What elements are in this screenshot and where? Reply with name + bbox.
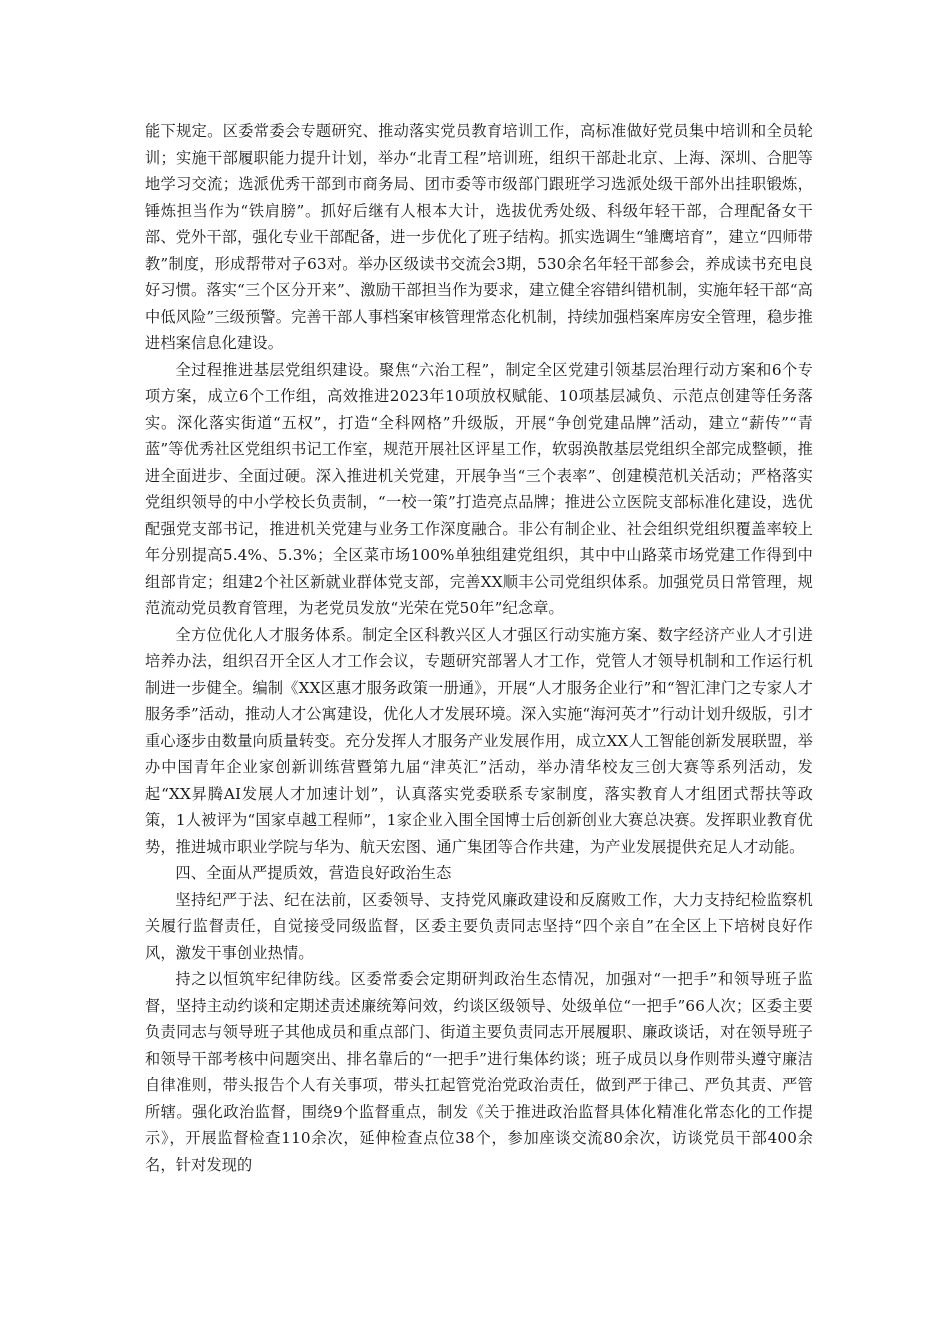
paragraph-talent-service: 全方位优化人才服务体系。制定全区科教兴区人才强区行动实施方案、数字经济产业人才引进培养办法，组织召开全区人才工作会议，专题研究部署人才工作，党管人才领导机制和工作运行机制进一步健全。编制《XX区惠才服务政策一册通》，开展“人才服务企业行”和“智汇津门之专家人才服务季”活动，推动人才公寓建设，优化人才发展环境。深入实施“海河英才”行动计划升级版，引才重心逐步由数量向质量转变。充分发挥人才服务产业发展作用，成立XX人工智能创新发展联盟，举办中国青年企业家创新训练营暨第九届“津英汇”活动，举办清华校友三创大赛等系列活动，发起“XX昇腾AI发展人才加速计划”，认真落实党委联系专家制度，落实教育人才组团式帮扶等政策，1人被评为“国家卓越工程师”，1家企业入围全国博士后创新创业大赛总决赛。发挥职业教育优势，推进城市职业学院与华为、航天宏图、通广集团等合作共建，为产业发展提供充足人才动能。	[145, 625, 813, 856]
paragraph-cadre-training: 能下规定。区委常委会专题研究、推动落实党员教育培训工作，高标准做好党员集中培训和全员轮训；实施干部履职能力提升计划，举办“北青工程”培训班，组织干部赴北京、上海、深圳、合肥等地学习交流；选派优秀干部到市商务局、团市委等市级部门跟班学习选派处级干部外出挂职锻炼，锤炼担当作为“铁肩膀”。抓好后继有人根本大计，选拔优秀处级、科级年轻干部，合理配备女干部、党外干部，强化专业干部配备，进一步优化了班子结构。抓实选调生“雏鹰培育”，建立“四师带教”制度，形成帮带对子63对。举办区级读书交流会3期，530余名年轻干部参会，养成读书充电良好习惯。落实“三个区分开来”、激励干部担当作为要求，建立健全容错纠错机制，实施年轻干部“高中低风险”三级预警。完善干部人事档案审核管理常态化机制，持续加强档案库房安全管理，稳步推进档案信息化建设。	[145, 122, 813, 352]
document-page	[145, 118, 813, 1178]
section-heading-four: 四、全面从严提质效，营造良好政治生态	[175, 864, 452, 882]
paragraph-grassroots-party-building: 全过程推进基层党组织建设。聚焦“六治工程”，制定全区党建引领基层治理行动方案和6个专项方案，成立6个工作组，高效推进2023年10项放权赋能、10项基层减负、示范点创建等任务落实。深化落实街道“五权”，打造“全科网格”升级版，开展“争创党建品牌”活动，建立“薪传”“青蓝”等优秀社区党组织书记工作室，规范开展社区评星工作，软弱涣散基层党组织全部完成整顿，推进全面进步、全面过硬。深入推进机关党建，开展争当“三个表率”、创建模范机关活动；严格落实党组织领导的中小学校长负责制，“一校一策”打造亮点品牌；推进公立医院支部标准化建设，选优配强党支部书记，推进机关党建与业务工作深度融合。非公有制企业、社会组织党组织覆盖率较上年分别提高5.4%、5.3%；全区菜市场100%单独组建党组织，其中中山路菜市场党建工作得到中组部肯定；组建2个社区新就业群体党支部，完善XX顺丰公司党组织体系。加强党员日常管理，规范流动党员教育管理，为老党员发放“光荣在党50年”纪念章。	[145, 360, 813, 617]
paragraph-discipline-principle: 坚持纪严于法、纪在法前，区委领导、支持党风廉政建设和反腐败工作，大力支持纪检监察机关履行监督责任，自觉接受同级监督，区委主要负责同志坚持“四个亲自”在全区上下培树良好作风，激发干事创业热情。	[145, 890, 813, 962]
paragraph-discipline-defense: 持之以恒筑牢纪律防线。区委常委会定期研判政治生态情况，加强对“一把手”和领导班子监督，坚持主动约谈和定期述责述廉统筹问效，约谈区级领导、处级单位“一把手”66人次；区委主要负责同志与领导班子其他成员和重点部门、街道主要负责同志开展履职、廉政谈话，对在领导班子和领导干部考核中问题突出、排名靠后的“一把手”进行集体约谈；班子成员以身作则带头遵守廉洁自律准则，带头报告个人有关事项，带头扛起管党治党政治责任，做到严于律己、严负其责、严管所辖。强化政治监督，围绕9个监督重点，制发《关于推进政治监督具体化精准化常态化的工作提示》，开展监督检查110余次，延伸检查点位38个，参加座谈交流80余次，访谈党员干部400余名，针对发现的	[145, 970, 813, 1174]
